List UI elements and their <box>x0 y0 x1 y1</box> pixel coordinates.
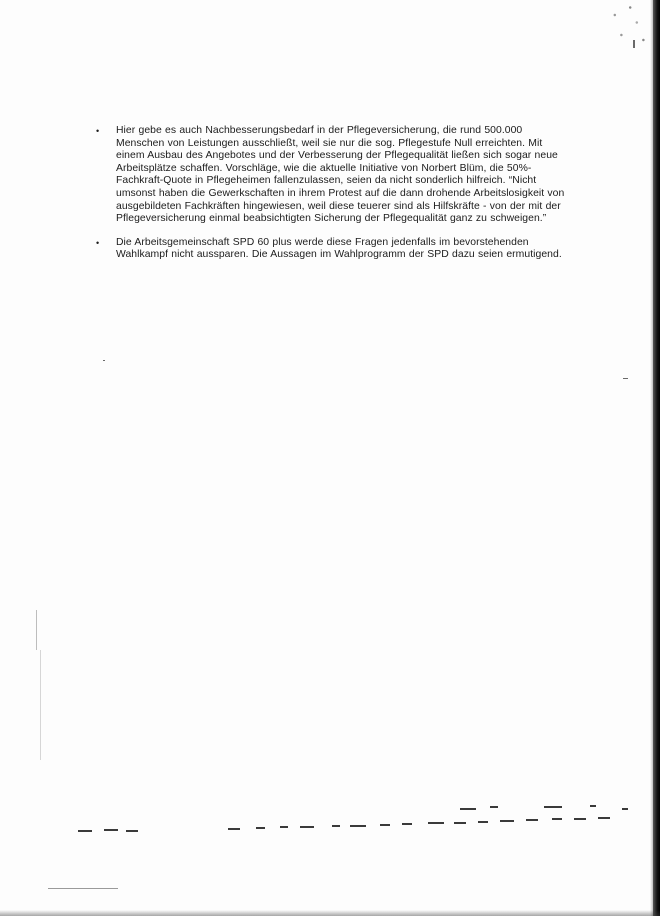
scan-left-artifact <box>36 610 37 650</box>
scan-dash <box>256 827 265 829</box>
scan-dash <box>428 822 444 824</box>
scan-dash <box>350 825 366 827</box>
scan-dash <box>500 820 514 822</box>
scan-dash <box>574 818 586 820</box>
scan-speck <box>623 378 628 379</box>
scan-dash <box>280 826 288 828</box>
scan-dash <box>552 818 562 820</box>
scan-speck <box>633 40 635 48</box>
bullet-item-spd-60-plus <box>96 237 566 262</box>
bullet-marker: • <box>96 237 100 248</box>
bullet-item-pflegeversicherung <box>96 125 566 226</box>
scan-dash <box>402 823 412 825</box>
scan-dash <box>78 830 92 832</box>
scan-corner-noise <box>606 0 650 50</box>
scan-dash <box>454 822 466 824</box>
scan-right-edge <box>653 0 660 916</box>
scan-dash <box>544 806 562 808</box>
bullet-list <box>96 125 566 273</box>
scan-dash <box>380 824 390 826</box>
scan-speck <box>103 360 105 361</box>
scan-bottom-edge <box>0 910 660 916</box>
scan-speck <box>48 888 118 889</box>
scan-dash <box>228 828 240 830</box>
scan-dash <box>332 825 340 827</box>
bullet-marker: • <box>96 126 100 136</box>
scan-dash <box>478 821 488 823</box>
scan-dash <box>126 830 138 832</box>
scan-left-artifact <box>40 650 41 760</box>
bullet-text: Die Arbeitsgemeinschaft SPD 60 plus werde diese Fragen jedenfalls im bevorstehenden Wahlkampf nicht aussparen. Die Aussagen im Wahlprogramm der SPD dazu seien ermutigend. <box>116 236 562 261</box>
scan-dash <box>526 819 538 821</box>
scan-dash <box>598 817 610 819</box>
scan-dash <box>490 806 498 808</box>
scan-dash <box>104 829 118 831</box>
scan-dash <box>460 808 476 810</box>
bullet-text: Hier gebe es auch Nachbesserungsbedarf in der Pflegeversicherung, die rund 500.000 Menschen von Leistungen ausschließt, weil sie nur die sog. Pflegestufe Null erreichten. Mit einem Ausbau des Angebotes und der Verbesserung der Pflegequalität ließen sich sogar neue Arbeitsplätze schaffen. Vorschläge, wie die aktuelle Initiative von Norbert Blüm, die 50%-Fachkraft-Quote in Pflegeheimen fallenzulassen, seien da nicht sonderlich hilfreich. “Nicht umsonst haben die Gewerkschaften in ihrem Protest auf die dann drohende Arbeitslosigkeit von ausgebildeten Fachkräften hingewiesen, weil diese teuerer sind als Hilfskräfte - von der mit der Pflegeversicherung einmal beabsichtigten Sicherung der Pflegequalität ganz zu schweigen.” <box>116 125 565 225</box>
scan-dash <box>300 826 314 828</box>
scan-dash <box>590 805 596 807</box>
scan-dash <box>622 808 628 810</box>
